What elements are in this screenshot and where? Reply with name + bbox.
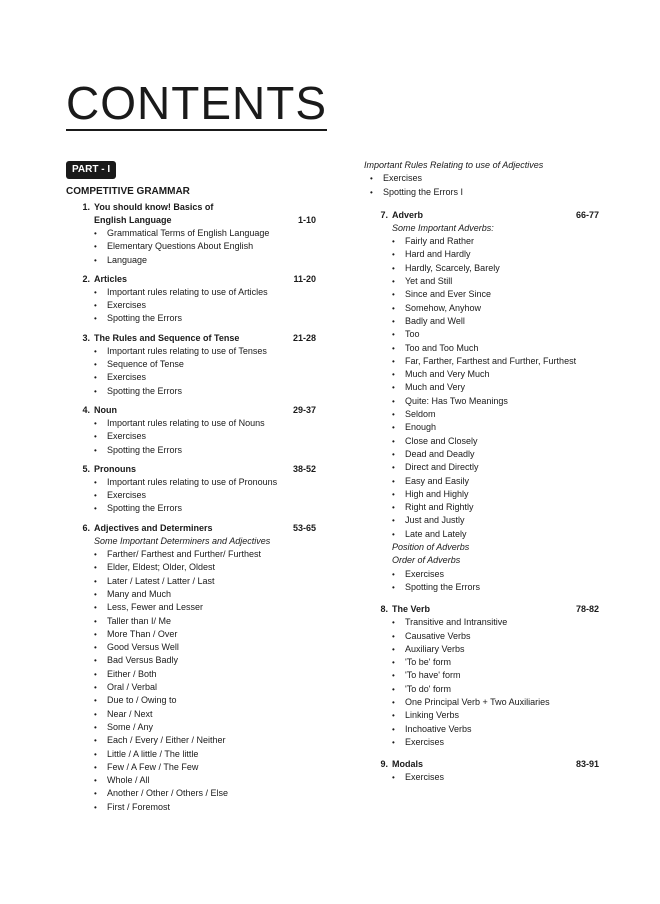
subheading: Important Rules Relating to use of Adjectives (364, 160, 544, 170)
list-item: • Inchoative Verbs (392, 723, 599, 736)
chapter-entry[interactable] (66, 463, 316, 516)
chapter-entry[interactable] (364, 603, 599, 749)
list-item: • Later / Latest / Latter / Last (94, 575, 316, 588)
list-item: • Just and Justly (392, 514, 599, 527)
chapter-pages: 21-28 (292, 332, 316, 343)
chapter-title: Adverb (392, 209, 424, 220)
list-item: • Oral / Verbal (94, 681, 316, 694)
chapter-title: The Verb (392, 604, 431, 615)
list-item: • Taller than I/ Me (94, 615, 316, 628)
list-item: • Spotting the Errors (94, 444, 316, 457)
list-item: • Each / Every / Either / Neither (94, 734, 316, 747)
list-item: • Far, Farther, Farthest and Further, Furthest (392, 355, 599, 368)
list-item: • Due to / Owing to (94, 694, 316, 707)
list-item: • More Than / Over (94, 628, 316, 641)
chapter-title: Pronouns (94, 463, 136, 474)
list-item: • Seldom (392, 408, 599, 421)
bullet-list (66, 286, 316, 326)
list-item: • Spotting the Errors I (370, 186, 599, 199)
chapter-title: Noun (94, 404, 117, 415)
chapter-pages: 78-82 (575, 604, 599, 615)
list-item: • Transitive and Intransitive (392, 616, 599, 629)
chapter-entry[interactable] (66, 201, 316, 267)
chapter-title: Modals (392, 759, 424, 770)
bullet-list (364, 616, 599, 749)
list-item: • Elder, Eldest; Older, Oldest (94, 561, 316, 574)
chapter-title: Articles (94, 273, 128, 284)
list-item: • 'To be' form (392, 656, 599, 669)
chapter-heading (66, 522, 316, 535)
chapter-heading (66, 273, 316, 286)
chapter-number: 4. (82, 404, 90, 415)
list-item: • Near / Next (94, 708, 316, 721)
list-item: • Direct and Directly (392, 461, 599, 474)
subheading: Some Important Adverbs: (392, 222, 494, 233)
list-item: • Exercises (370, 172, 599, 185)
list-item: • Enough (392, 421, 599, 434)
bullet-list (364, 172, 599, 199)
chapter-number: 5. (82, 463, 90, 474)
chapter-heading (66, 214, 316, 227)
list-item: • Exercises (94, 489, 316, 502)
chapter-heading (66, 201, 316, 214)
list-item: • Close and Closely (392, 435, 599, 448)
list-item: • Hard and Hardly (392, 248, 599, 261)
list-item: • Right and Rightly (392, 501, 599, 514)
right-chapter-list (364, 209, 599, 785)
chapter-pages: 1-10 (297, 215, 316, 225)
list-item: • Exercises (392, 771, 599, 784)
chapter-number: 7. (380, 209, 388, 220)
list-item: • Somehow, Anyhow (392, 302, 599, 315)
list-item: • Farther/ Farthest and Further/ Furthest (94, 548, 316, 561)
list-item: • First / Foremost (94, 801, 316, 814)
list-item: • Late and Lately (392, 528, 599, 541)
chapter-pages: 11-20 (293, 273, 316, 284)
bullet-list (66, 476, 316, 516)
chapter-heading (364, 603, 599, 616)
chapter-entry[interactable] (66, 522, 316, 814)
left-chapter-list (66, 201, 316, 814)
list-item: • Little / A little / The little (94, 748, 316, 761)
subheading: Some Important Determiners and Adjectives (94, 535, 271, 546)
chapter-entry[interactable] (364, 758, 599, 784)
chapter-number: 3. (82, 332, 90, 343)
bullet-list (66, 417, 316, 457)
list-item: • Auxiliary Verbs (392, 643, 599, 656)
list-item: • Easy and Easily (392, 475, 599, 488)
bullet-list (364, 235, 599, 541)
chapter-heading (364, 209, 599, 222)
list-item: • Quite: Has Two Meanings (392, 395, 599, 408)
list-item: • Badly and Well (392, 315, 599, 328)
list-item: • Important rules relating to use of Nouns (94, 417, 316, 430)
subheading: Position of Adverbs (392, 542, 470, 553)
part-badge: PART - I (66, 161, 116, 179)
bullet-list (364, 568, 599, 595)
list-item: • Many and Much (94, 588, 316, 601)
chapter-heading (66, 404, 316, 417)
list-item: • Whole / All (94, 774, 316, 787)
list-item: • Less, Fewer and Lesser (94, 601, 316, 614)
list-item: • Spotting the Errors (392, 581, 599, 594)
right-column (364, 159, 599, 793)
list-item: • Spotting the Errors (94, 502, 316, 515)
chapter-title: English Language (94, 215, 172, 225)
list-item: • Much and Very Much (392, 368, 599, 381)
list-item: • Either / Both (94, 668, 316, 681)
chapter-title: Adjectives and Determiners (94, 522, 213, 533)
chapter-entry[interactable] (66, 273, 316, 326)
page-title: CONTENTS (66, 77, 327, 129)
section-title: COMPETITIVE GRAMMAR (66, 186, 190, 197)
list-item: • 'To do' form (392, 683, 599, 696)
list-item: • Bad Versus Badly (94, 654, 316, 667)
list-item: • Good Versus Well (94, 641, 316, 654)
list-item: • Exercises (94, 299, 316, 312)
chapter-number: 6. (82, 522, 90, 533)
list-item: • Hardly, Scarcely, Barely (392, 262, 599, 275)
list-item: • Few / A Few / The Few (94, 761, 316, 774)
chapter-entry[interactable] (364, 209, 599, 594)
chapter-pages: 29-37 (292, 404, 316, 415)
chapter-heading (66, 463, 316, 476)
chapter-pages: 53-65 (292, 522, 316, 533)
chapter-number: 1. (82, 202, 90, 212)
list-item: • Too (392, 328, 599, 341)
list-item: • Exercises (392, 568, 599, 581)
list-item: • Dead and Deadly (392, 448, 599, 461)
list-item: • One Principal Verb + Two Auxiliaries (392, 696, 599, 709)
chapter-pages: 38-52 (292, 463, 316, 474)
list-item: • Exercises (94, 430, 316, 443)
chapter-number: 2. (82, 273, 90, 284)
chapter-number: 8. (380, 604, 388, 615)
bullet-list (364, 771, 599, 784)
list-item: • Linking Verbs (392, 709, 599, 722)
chapter-heading (66, 332, 316, 345)
list-item: • Too and Too Much (392, 342, 599, 355)
list-item: • Sequence of Tense (94, 358, 316, 371)
list-item: • High and Highly (392, 488, 599, 501)
chapter-entry[interactable] (66, 332, 316, 398)
chapter-entry[interactable] (66, 404, 316, 457)
chapter-title: The Rules and Sequence of Tense (94, 332, 240, 343)
list-item: • Another / Other / Others / Else (94, 787, 316, 800)
list-item: • Fairly and Rather (392, 235, 599, 248)
list-item: • Much and Very (392, 381, 599, 394)
chapter-title: You should know! Basics of (94, 202, 214, 212)
list-item: • Language (94, 254, 316, 267)
list-item: • Important rules relating to use of Pronouns (94, 476, 316, 489)
list-item: • Elementary Questions About English (94, 240, 316, 253)
chapter-heading (364, 758, 599, 771)
chapter-pages: 83-91 (575, 759, 599, 770)
subheading: Order of Adverbs (392, 555, 461, 566)
chapter-pages: 66-77 (575, 209, 599, 220)
chapter-number: 9. (380, 759, 388, 770)
list-item: • Exercises (94, 371, 316, 384)
list-item: • Yet and Still (392, 275, 599, 288)
bullet-list (66, 548, 316, 814)
bullet-list (66, 345, 316, 398)
list-item: • Since and Ever Since (392, 288, 599, 301)
list-item: • Important rules relating to use of Articles (94, 286, 316, 299)
list-item: • Spotting the Errors (94, 312, 316, 325)
list-item: • Exercises (392, 736, 599, 749)
list-item: • Grammatical Terms of English Language (94, 227, 316, 240)
list-item: • Important rules relating to use of Tenses (94, 345, 316, 358)
bullet-list (66, 227, 316, 267)
list-item: • 'To have' form (392, 669, 599, 682)
left-column (66, 159, 316, 820)
list-item: • Spotting the Errors (94, 385, 316, 398)
list-item: • Causative Verbs (392, 630, 599, 643)
list-item: • Some / Any (94, 721, 316, 734)
